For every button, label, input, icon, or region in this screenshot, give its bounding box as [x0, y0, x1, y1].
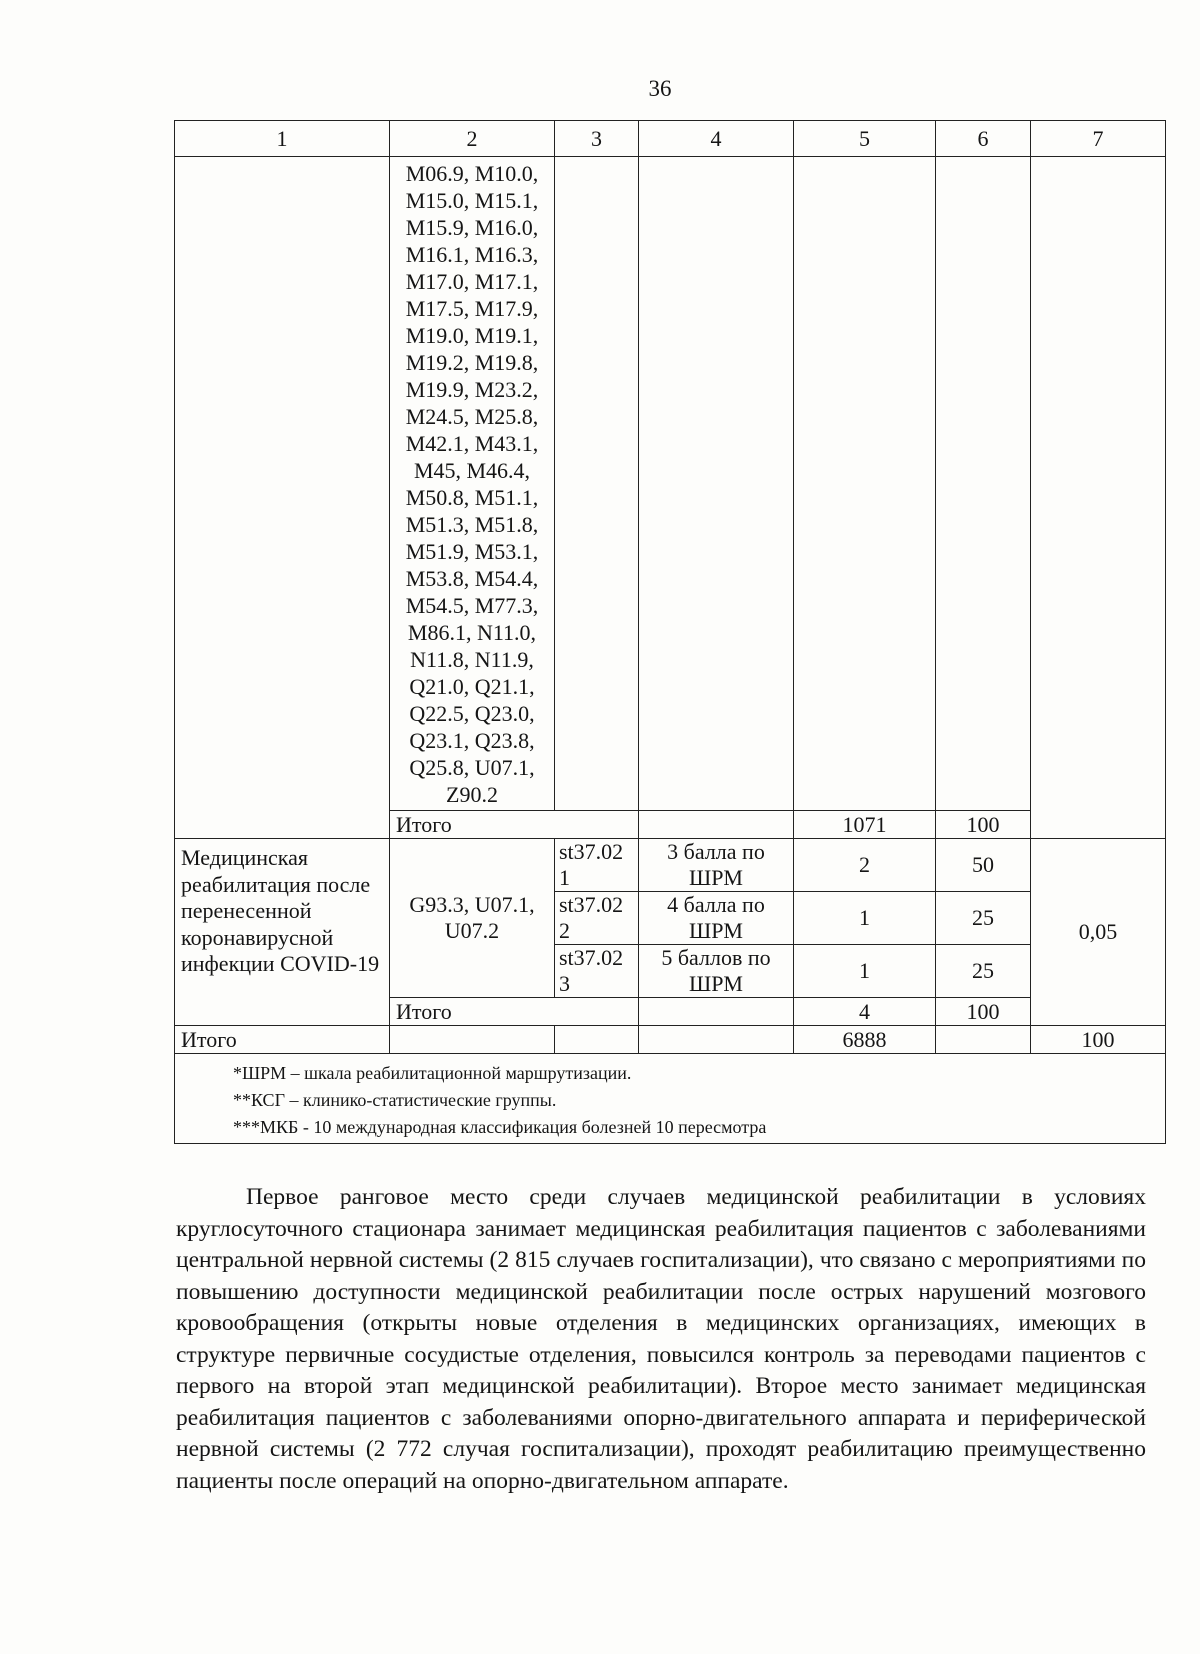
footnote: **КСГ – клинико-статистические группы. [233, 1090, 557, 1110]
grand-total-blank [936, 1026, 1031, 1054]
header-cell: 4 [639, 121, 794, 157]
rehab-score: 4 балла по ШРМ [639, 892, 794, 945]
grand-total-label: Итого [175, 1026, 390, 1054]
footnotes-row [175, 1054, 1166, 1144]
header-cell: 7 [1031, 121, 1166, 157]
header-cell: 5 [794, 121, 936, 157]
ksg-code: st37.022 [555, 892, 639, 945]
table-header-row [175, 121, 1166, 157]
case-percent: 25 [936, 892, 1031, 945]
covid-subtotal-count: 4 [794, 998, 936, 1026]
subtotal-percent: 100 [936, 811, 1031, 839]
grand-total-blank [390, 1026, 555, 1054]
share-cell-blank [1031, 157, 1166, 839]
rehab-score: 5 баллов по ШРМ [639, 945, 794, 998]
subtotal-blank [639, 811, 794, 839]
count-cell-blank [794, 157, 936, 811]
footnotes-cell [175, 1054, 1166, 1144]
grand-total-count: 6888 [794, 1026, 936, 1054]
case-count: 1 [794, 892, 936, 945]
page-number: 36 [648, 76, 672, 101]
profile-cell-blank [175, 157, 390, 839]
case-count: 2 [794, 839, 936, 892]
grand-total-share: 100 [1031, 1026, 1166, 1054]
subtotal-count: 1071 [794, 811, 936, 839]
ksg-cell-blank [555, 157, 639, 811]
covid-codes: G93.3, U07.1, U07.2 [390, 839, 555, 998]
covid-subtotal-label: Итого [390, 998, 639, 1026]
body-paragraph: Первое ранговое место среди случаев медицинской реабилитации в условиях круглосуточного стационара занимает медицинская реабилитация пациентов с заболеваниями центральной нервной системы (2 815 случаев госпитализации), что связано с мероприятиями по повышению доступности медицинской реабилитации после острых нарушений мозгового кровообращения (открыты новые отделения в медицинских организациях, имеющих в структуре первичные сосудистые отделения, повысился контроль за переводами пациентов с первого на второй этап медицинской реабилитации). Второе место занимает медицинская реабилитация пациентов с заболеваниями опорно-двигательного аппарата и периферической нервной системы (2 772 случая госпитализации), проходят реабилитацию преимущественно пациенты после операций на опорно-двигательном аппарате. [176, 1184, 1146, 1494]
header-cell: 1 [175, 121, 390, 157]
rehab-table [174, 120, 1166, 1144]
covid-row [175, 839, 1166, 892]
footnote: *ШРМ – шкала реабилитационной маршрутизации. [233, 1063, 632, 1083]
case-percent: 25 [936, 945, 1031, 998]
case-count: 1 [794, 945, 936, 998]
grand-total-row [175, 1026, 1166, 1054]
header-cell: 3 [555, 121, 639, 157]
footnote: ***МКБ - 10 международная классификация болезней 10 пересмотра [233, 1117, 767, 1137]
covid-profile-name: Медицинская реабилитация после перенесенной коронавирусной инфекции COVID-19 [175, 839, 390, 1026]
subtotal-label: Итого [390, 811, 639, 839]
rehab-table-container [174, 120, 1165, 1144]
table-row [175, 157, 1166, 811]
rehab-score: 3 балла по ШРМ [639, 839, 794, 892]
case-percent: 50 [936, 839, 1031, 892]
covid-subtotal-percent: 100 [936, 998, 1031, 1026]
grand-total-blank [555, 1026, 639, 1054]
header-cell: 6 [936, 121, 1031, 157]
ksg-code: st37.021 [555, 839, 639, 892]
percent-cell-blank [936, 157, 1031, 811]
header-cell: 2 [390, 121, 555, 157]
grand-total-blank [639, 1026, 794, 1054]
covid-subtotal-blank [639, 998, 794, 1026]
icd-codes-cell: M06.9, M10.0, M15.0, M15.1, M15.9, M16.0, M16.1, M16.3, M17.0, M17.1, M17.5, M17.9, M19.0, M19.1, M19.2, M19.8, M19.9, M23.2, M24.5, M25.8, M42.1, M43.1, M45, M46.4, M50.8, M51.1, M51.3, M51.8, M51.9, M53.1, M53.8, M54.4, M54.5, M77.3, M86.1, N11.0, N11.8, N11.9, Q21.0, Q21.1, Q22.5, Q23.0, Q23.1, Q23.8, Q25.8, U07.1, Z90.2 [390, 157, 555, 811]
score-cell-blank [639, 157, 794, 811]
ksg-code: st37.023 [555, 945, 639, 998]
covid-share: 0,05 [1031, 839, 1166, 1026]
